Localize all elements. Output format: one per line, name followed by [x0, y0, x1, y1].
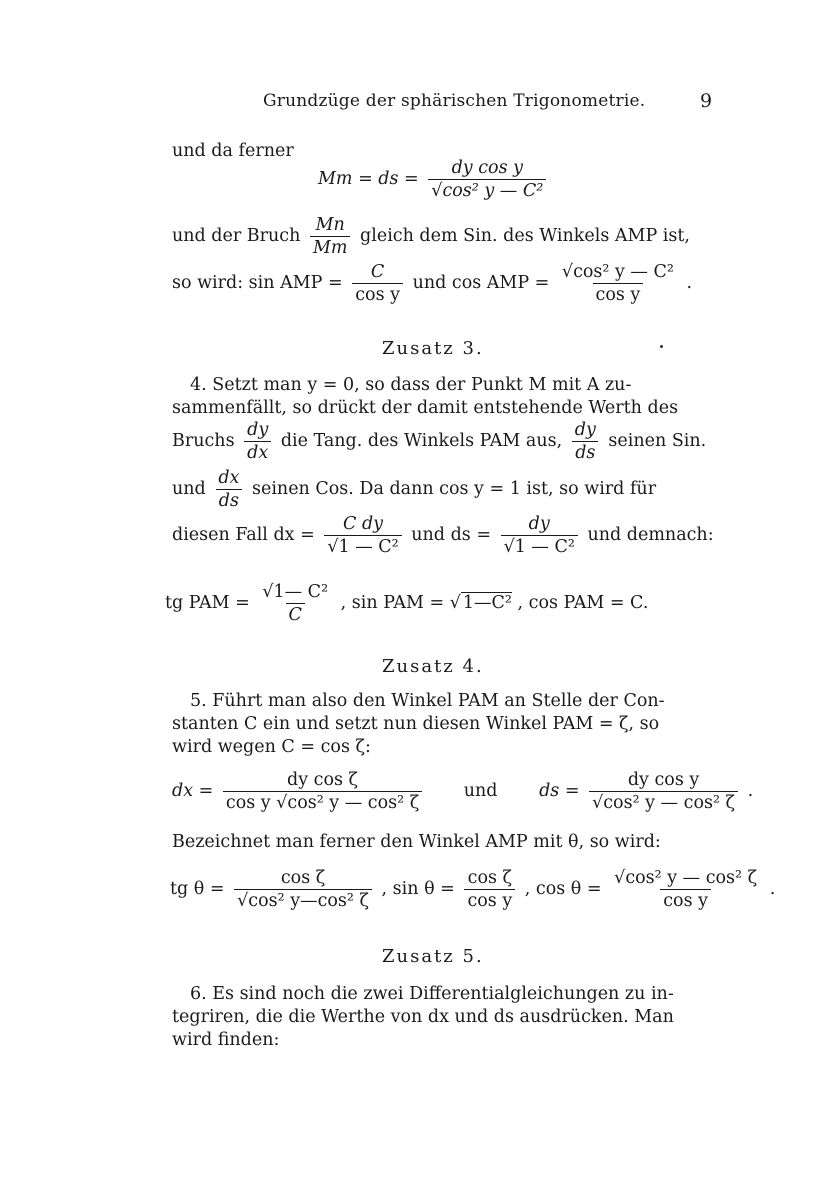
cos-theta-fraction: [611, 868, 760, 911]
dx-ds-fraction: [215, 468, 242, 511]
mm-denominator: Mm: [310, 236, 351, 258]
z4-dx-den-rad: cos² y — cos² ζ: [287, 793, 420, 814]
z4-ds-fraction: [589, 770, 738, 813]
z4-ds-lhs: ds =: [539, 781, 580, 802]
dx-ds-num: dx: [218, 468, 240, 488]
eq1-fraction: [428, 158, 546, 201]
tg-pam-den: C: [286, 603, 305, 625]
heading-zusatz-4: Zusatz 4.: [382, 656, 484, 677]
z4-line-1: 5. Führt man also den Winkel PAM an Stelle der Con-: [190, 691, 665, 711]
eq1-lhs: Mm = ds =: [318, 169, 419, 190]
dy-ds-fraction: [572, 420, 599, 463]
sin-amp-numerator: C: [370, 262, 385, 282]
mn-mm-fraction: [310, 215, 351, 258]
line2-post: gleich dem Sin. des Winkels AMP ist,: [360, 226, 690, 247]
tg-pam-num: √1— C²: [262, 582, 329, 602]
cos-amp-numerator: √cos² y — C²: [561, 262, 674, 282]
ds-den: √1 — C²: [501, 535, 578, 557]
z4-dx-den: cos y √cos² y — cos² ζ: [223, 791, 422, 813]
intro-line-3: [172, 262, 692, 305]
cos-amp-denominator: cos y: [593, 283, 644, 305]
z3-line-5: [172, 514, 714, 557]
dy-dx-den: dx: [244, 441, 271, 463]
z4-dx-den-pre: cos y: [225, 793, 271, 814]
cos-theta-num: √cos² y — cos² ζ: [614, 868, 758, 888]
dx-fraction: [324, 514, 401, 557]
line3-pre: so wird: sin AMP =: [172, 273, 343, 294]
tg-pam-pre: tg PAM =: [165, 593, 250, 614]
z4-ds-den-text: cos² y — cos² ζ: [603, 793, 736, 814]
eq1-denominator: √cos² y — C²: [428, 179, 546, 201]
tg-theta-num: cos ζ: [280, 868, 326, 888]
cos-theta-num-text: cos² y — cos² ζ: [625, 868, 758, 888]
dy-ds-num: dy: [574, 420, 596, 440]
z3-l4-post: seinen Cos. Da dann cos y = 1 ist, so wird für: [251, 479, 657, 500]
tg-pam-fraction: [259, 582, 331, 625]
tg-theta-den: √cos² y—cos² ζ: [234, 889, 372, 911]
cos-theta-pre: , cos θ =: [524, 879, 602, 900]
z3-l3-mid: die Tang. des Winkels PAM aus,: [280, 431, 563, 452]
z3-l5-pre: diesen Fall dx =: [172, 525, 315, 546]
z4-line-3: wird wegen C = cos ζ:: [172, 737, 371, 757]
z3-l5-post: und demnach:: [587, 525, 714, 546]
dx-num: C dy: [343, 514, 384, 534]
ds-den-text: 1 — C²: [514, 537, 575, 558]
eq1-numerator: dy cos y: [451, 158, 523, 178]
intro-line-2: [172, 215, 690, 258]
z4-line-theta: Bezeichnet man ferner den Winkel AMP mit θ, so wird:: [172, 832, 661, 852]
mn-numerator: Mn: [315, 215, 345, 235]
equation-mm-ds: [318, 158, 550, 201]
sin-amp-denominator: cos y: [352, 283, 403, 305]
z3-l4-pre: und: [172, 479, 206, 500]
dy-dx-fraction: [244, 420, 271, 463]
heading-zusatz-3: Zusatz 3.: [382, 338, 484, 359]
sin-pam-pre: , sin PAM =: [340, 593, 445, 614]
z4-equation-row: [172, 770, 753, 813]
sin-theta-num: cos ζ: [467, 868, 513, 888]
line3-end: .: [686, 273, 693, 294]
sin-theta-pre: , sin θ =: [381, 879, 455, 900]
z4-und: und: [463, 781, 498, 802]
sin-theta-den: cos y: [464, 889, 515, 911]
sin-theta-fraction: [464, 868, 515, 911]
z4-ds-num: dy cos y: [627, 770, 700, 790]
z3-line-6: [165, 582, 648, 625]
tg-theta-pre: tg θ =: [170, 879, 225, 900]
ds-num: dy: [528, 514, 550, 534]
running-header-title: Grundzüge der sphärischen Trigonometrie.: [263, 91, 646, 111]
eq1-den-text: cos² y — C²: [442, 181, 544, 202]
intro-line-1: und da ferner: [172, 141, 294, 161]
z4-theta-row: [170, 868, 775, 911]
cos-theta-den: cos y: [660, 889, 711, 911]
z3-l3-post: seinen Sin.: [608, 431, 707, 452]
theta-row-end: .: [769, 879, 776, 900]
tg-pam-num-text: 1— C²: [273, 582, 329, 602]
z4-ds-den: √cos² y — cos² ζ: [589, 791, 738, 813]
z4-dx-num: dy cos ζ: [287, 770, 359, 790]
ds-fraction: [501, 514, 578, 557]
dy-ds-den: ds: [572, 441, 598, 463]
z4-line-2: stanten C ein und setzt nun diesen Winkel PAM = ζ, so: [172, 714, 660, 734]
tg-theta-den-text: cos² y—cos² ζ: [248, 891, 369, 912]
dx-den-text: 1 — C²: [338, 537, 399, 558]
page-number: 9: [700, 90, 713, 112]
sin-pam-rad-text: 1—C²: [462, 593, 512, 614]
line3-mid: und cos AMP =: [412, 273, 550, 294]
z3-line-2: sammenfällt, so drückt der damit entstehende Werth des: [172, 398, 679, 418]
sin-pam-radical: √ 1—C²: [449, 593, 512, 614]
dx-ds-den: ds: [216, 489, 242, 511]
tg-theta-fraction: [234, 868, 372, 911]
line2-pre: und der Bruch: [172, 226, 301, 247]
z3-line-4: [172, 468, 656, 511]
z3-line-1: 4. Setzt man y = 0, so dass der Punkt M mit A zu-: [190, 375, 632, 395]
dy-dx-num: dy: [247, 420, 269, 440]
dx-den: √1 — C²: [324, 535, 401, 557]
cos-pam-part: , cos PAM = C.: [517, 593, 649, 614]
heading-zusatz-5: Zusatz 5.: [382, 946, 484, 967]
stray-dot: [660, 345, 663, 348]
z5-line-2: tegriren, die die Werthe von dx und ds ausdrücken. Man: [172, 1007, 674, 1027]
z5-line-1: 6. Es sind noch die zwei Differentialgleichungen zu in-: [190, 984, 674, 1004]
z3-l5-mid: und ds =: [411, 525, 491, 546]
z3-line-3: [172, 420, 706, 463]
sin-amp-fraction: [352, 262, 403, 305]
z3-l3-pre: Bruchs: [172, 431, 235, 452]
z4-dx-lhs: dx =: [172, 781, 214, 802]
z5-line-3: wird finden:: [172, 1030, 280, 1050]
cos-amp-fraction: [559, 262, 677, 305]
z4-ds-end: .: [747, 781, 754, 802]
cos-amp-num-text: cos² y — C²: [573, 262, 674, 282]
z4-dx-fraction: [223, 770, 422, 813]
